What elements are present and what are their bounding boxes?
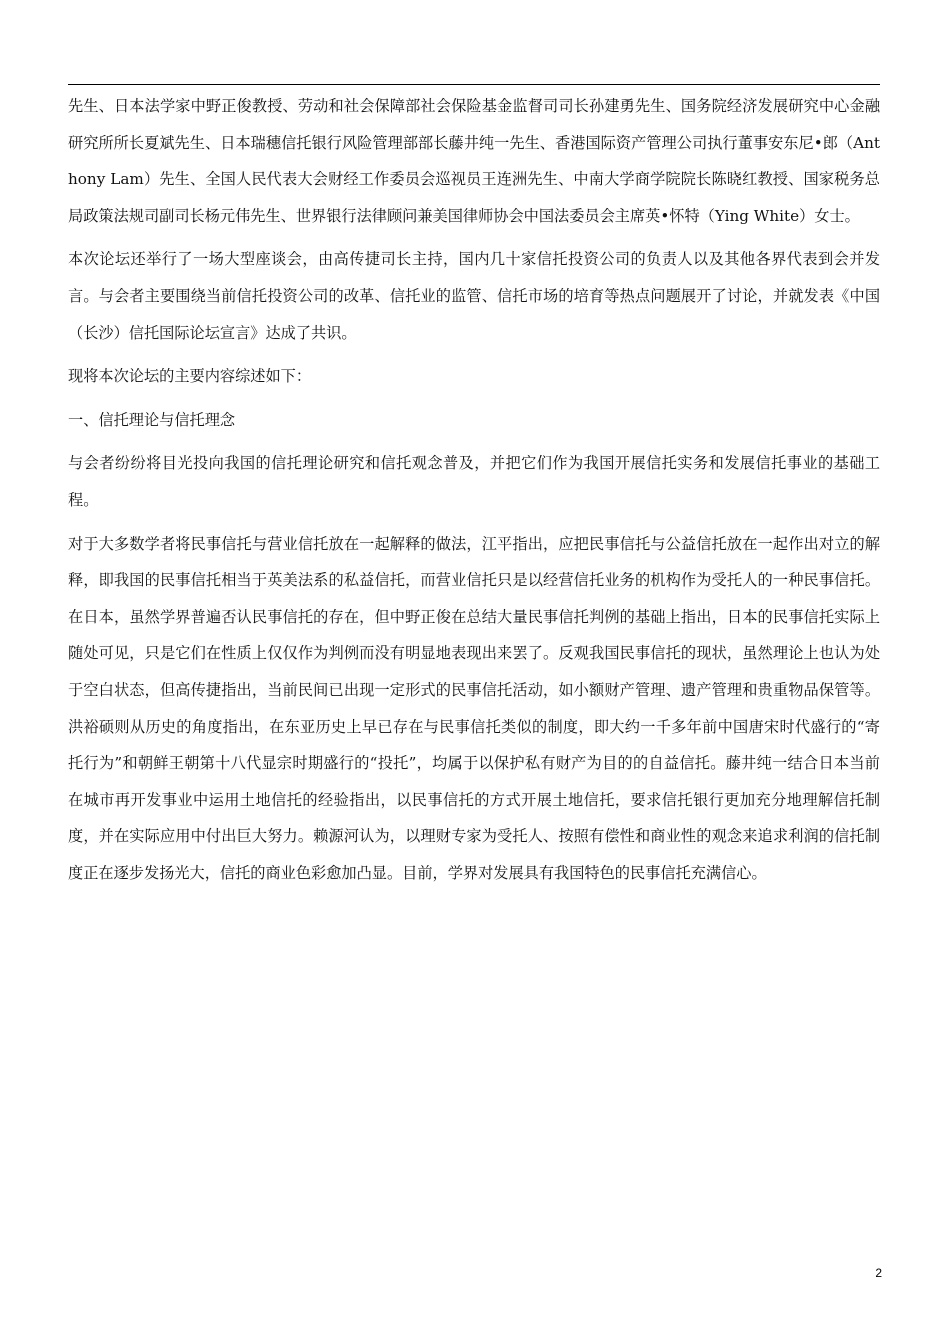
section-heading: 一、信托理论与信托理念	[68, 410, 236, 429]
paragraph-theory-focus: 与会者纷纷将目光投向我国的信托理论研究和信托观念普及，并把它们作为我国开展信托实务和发展信托事业的基础工程。	[68, 454, 880, 509]
document-body	[68, 88, 880, 898]
paragraph-attendees: 先生、日本法学家中野正俊教授、劳动和社会保障部社会保险基金监督司司长孙建勇先生、国务院经济发展研究中心金融研究所所长夏斌先生、日本瑞穗信托银行风险管理部部长藤井纯一先生、香港国际资产管理公司执行董事安东尼•郎（Anthony Lam）先生、全国人民代表大会财经工作委员会巡视员王连洲先生、中南大学商学院院长陈晓红教授、国家税务总局政策法规司副司长杨元伟先生、世界银行法律顾问兼美国律师协会中国法委员会主席英•怀特（Ying White）女士。	[68, 97, 880, 225]
paragraph-civil-trust: 对于大多数学者将民事信托与营业信托放在一起解释的做法，江平指出，应把民事信托与公益信托放在一起作出对立的解释，即我国的民事信托相当于英美法系的私益信托，而营业信托只是以经营信托业务的机构作为受托人的一种民事信托。在日本，虽然学界普遍否认民事信托的存在，但中野正俊在总结大量民事信托判例的基础上指出，日本的民事信托实际上随处可见，只是它们在性质上仅仅作为判例而没有明显地表现出来罢了。反观我国民事信托的现状，虽然理论上也认为处于空白状态，但高传捷指出，当前民间已出现一定形式的民事信托活动，如小额财产管理、遗产管理和贵重物品保管等。洪裕硕则从历史的角度指出，在东亚历史上早已存在与民事信托类似的制度，即大约一千多年前中国唐宋时代盛行的“寄托行为”和朝鲜王朝第十八代显宗时期盛行的“投托”，均属于以保护私有财产为目的的自益信托。藤井纯一结合日本当前在城市再开发事业中运用土地信托的经验指出，以民事信托的方式开展土地信托，要求信托银行更加充分地理解信托制度，并在实际应用中付出巨大努力。赖源河认为，以理财专家为受托人、按照有偿性和商业性的观念来追求利润的信托制度正在逐步发扬光大，信托的商业色彩愈加凸显。目前，学界对发展具有我国特色的民事信托充满信心。	[68, 534, 880, 882]
paragraph-summary-intro: 现将本次论坛的主要内容综述如下：	[68, 367, 311, 386]
header-rule	[68, 84, 880, 85]
paragraph-symposium: 本次论坛还举行了一场大型座谈会，由高传捷司长主持，国内几十家信托投资公司的负责人以及其他各界代表到会并发言。与会者主要围绕当前信托投资公司的改革、信托业的监管、信托市场的培育等热点问题展开了讨论，并就发表《中国（长沙）信托国际论坛宣言》达成了共识。	[68, 250, 880, 342]
page-number: 2	[875, 1266, 882, 1280]
